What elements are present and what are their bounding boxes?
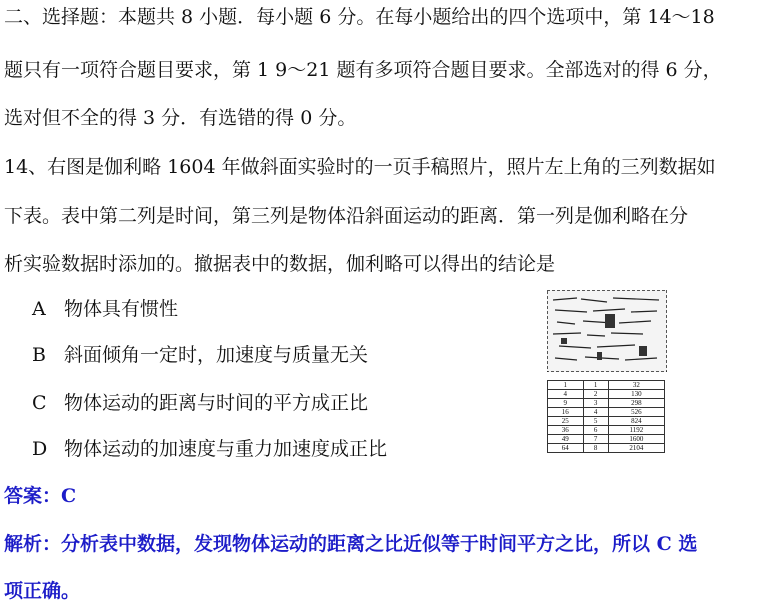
table-cell: 64 (548, 444, 584, 453)
answer-line: 答案：C (4, 485, 77, 507)
table-row (548, 399, 665, 408)
option-letter: D (32, 438, 48, 460)
table-cell: 130 (608, 390, 664, 399)
section-line-2: 题只有一项符合题目要求，第 1 9～21 题有多项符合题目要求。全部选对的得 6 分， (4, 59, 722, 81)
table-cell: 2 (583, 390, 608, 399)
table-cell: 9 (548, 399, 584, 408)
table-row (548, 381, 665, 390)
option-d (32, 438, 387, 460)
table-row (548, 435, 665, 444)
table-cell: 8 (583, 444, 608, 453)
manuscript-photo (547, 290, 667, 372)
table-cell: 36 (548, 426, 584, 435)
question-line-2: 下表。表中第二列是时间，第三列是物体沿斜面运动的距离．第一列是伽利略在分 (4, 205, 689, 227)
section-line-3: 选对但不全的得 3 分．有选错的得 0 分。 (4, 107, 357, 129)
option-text: 物体运动的加速度与重力加速度成正比 (64, 438, 388, 460)
option-letter: C (32, 392, 47, 414)
option-b (32, 344, 368, 366)
option-text: 物体具有惯性 (64, 298, 179, 320)
option-text: 斜面倾角一定时，加速度与质量无关 (64, 344, 369, 366)
section-line-1: 二、选择题：本题共 8 小题．每小题 6 分。在每小题给出的四个选项中，第 14～18 (4, 6, 715, 28)
analysis-line-2: 项正确。 (4, 580, 81, 602)
analysis-line-1: 解析：分析表中数据，发现物体运动的距离之比近似等于时间平方之比，所以 C 选 (4, 533, 698, 555)
table-cell: 49 (548, 435, 584, 444)
option-text: 物体运动的距离与时间的平方成正比 (64, 392, 369, 414)
table-cell: 1 (583, 381, 608, 390)
table-cell: 25 (548, 417, 584, 426)
table-cell: 5 (583, 417, 608, 426)
data-table (547, 380, 665, 453)
table-cell: 1192 (608, 426, 664, 435)
table-cell: 16 (548, 408, 584, 417)
table-cell: 2104 (608, 444, 664, 453)
table-cell: 1 (548, 381, 584, 390)
option-a (32, 298, 178, 320)
table-row (548, 444, 665, 453)
table-cell: 6 (583, 426, 608, 435)
table-row (548, 426, 665, 435)
table-row (548, 390, 665, 399)
table-cell: 1600 (608, 435, 664, 444)
table-cell: 4 (548, 390, 584, 399)
table-cell: 32 (608, 381, 664, 390)
table-cell: 824 (608, 417, 664, 426)
table-row (548, 417, 665, 426)
option-c (32, 392, 368, 414)
question-line-3: 析实验数据时添加的。撤据表中的数据，伽利略可以得出的结论是 (4, 253, 556, 275)
table-cell: 3 (583, 399, 608, 408)
table-cell: 298 (608, 399, 664, 408)
question-line-1: 14、右图是伽利略 1604 年做斜面实验时的一页手稿照片，照片左上角的三列数据如 (4, 156, 716, 178)
table-cell: 526 (608, 408, 664, 417)
option-letter: A (32, 298, 46, 320)
option-letter: B (32, 344, 46, 366)
table-row (548, 408, 665, 417)
manuscript-figure (545, 290, 669, 462)
table-cell: 4 (583, 408, 608, 417)
table-cell: 7 (583, 435, 608, 444)
